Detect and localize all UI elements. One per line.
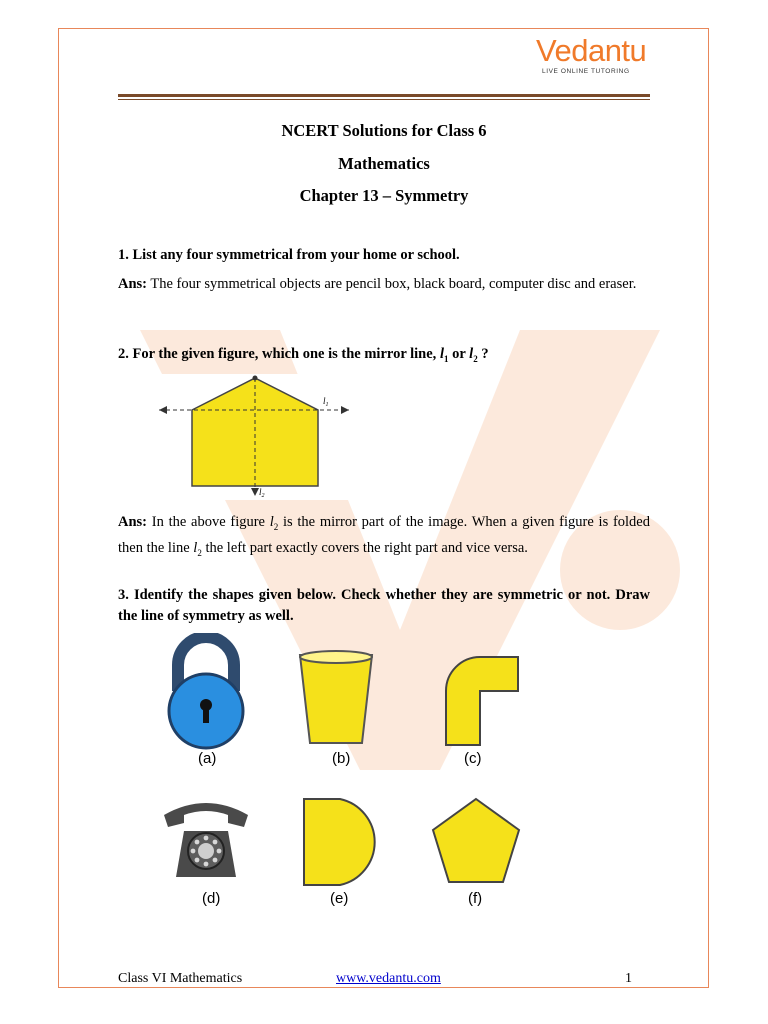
bent-pipe-shape [444,655,520,747]
caption-b: (b) [332,750,351,767]
answer-2-part3: the left part exactly covers the right part and vice versa. [201,539,528,556]
answer-2-var2: l [193,539,198,556]
logo-tagline: LIVE ONLINE TUTORING [542,68,630,75]
d-shape [302,797,386,887]
q2-end: ? [477,346,489,362]
caption-a: (a) [198,750,217,767]
ans-label: Ans: [118,276,148,292]
answer-2-sub2: 2 [197,547,202,558]
padlock-icon [166,633,246,751]
caption-e: (e) [330,890,349,907]
q3-text: . Identify the shapes given below. Check whether they are symmetric or not. Draw the line of symmetry as well. [118,587,650,624]
telephone-icon [162,797,250,881]
logo-wordmark: Vedantu [536,33,647,68]
q2-start: 2. For the given figure, which one is the mirror line, [118,346,440,362]
question-3 [118,585,650,627]
doc-title: NCERT Solutions for Class 6 [281,121,487,140]
figure-mirror-line [137,374,373,500]
answer-1 [118,274,650,295]
caption-f: (f) [468,890,483,907]
answer-2-part2: is the mirror part of the image. When a given figure is folded then the line [118,514,650,556]
answer-2-part1: In the above figure [147,514,270,530]
doc-subject: Mathematics [338,154,430,173]
pentagon-shape-f [430,797,522,885]
footer-class-label: Class VI Mathematics [118,971,243,986]
q2-or: or [448,346,470,362]
header-rule [118,94,650,97]
q2-sub2: 2 [473,353,478,364]
figure-shapes [118,625,528,920]
vedantu-logo[interactable] [536,34,646,84]
q2-sub1: 1 [443,353,449,364]
fig-label-l1: $l_1$ [323,396,329,408]
question-2 [118,344,650,370]
cup-icon [296,647,376,747]
answer-2 [118,512,650,564]
ans-label-2: Ans: [118,514,148,530]
caption-d: (d) [202,890,221,907]
caption-c: (c) [464,750,482,767]
answer-2-sub: 2 [273,521,279,532]
q2-var2: l [469,346,474,362]
answer-2-var: l [269,514,274,530]
fig-label-l2: $l_2$ [259,487,265,499]
question-1: 1. List any four symmetrical from your home or school. [118,247,460,263]
header-rule-thin [118,99,650,100]
doc-chapter: Chapter 13 – Symmetry [299,186,469,205]
q3-number: 3 [118,587,126,603]
q2-var1: l [439,346,444,362]
page-number: 1 [625,971,632,986]
answer-1-text: The four symmetrical objects are pencil box, black board, computer disc and eraser. [147,276,637,292]
footer-website-link[interactable]: www.vedantu.com [336,971,441,986]
